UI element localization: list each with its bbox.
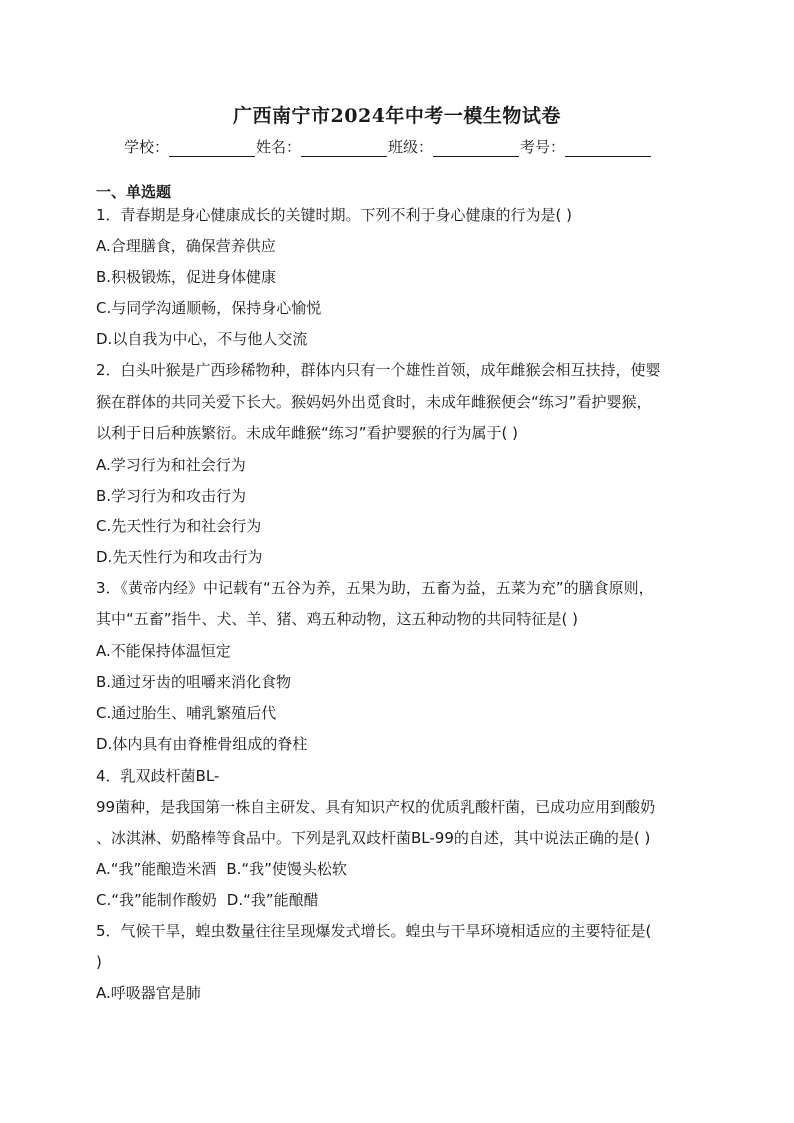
school-blank[interactable] [169, 139, 255, 157]
question-4-option-c: C.“我”能制作酸奶 [96, 891, 217, 909]
question-4-options-row-1 [96, 859, 347, 879]
question-4-line-2: 99菌种，是我国第一株自主研发、具有知识产权的优质乳酸杆菌，已成功应用到酸奶 [96, 798, 656, 816]
question-2-option-a: A.学习行为和社会行为 [96, 456, 246, 474]
name-blank[interactable] [301, 139, 387, 157]
question-5-line-2: ) [96, 953, 102, 971]
question-3-option-a: A.不能保持体温恒定 [96, 642, 231, 660]
question-5-option-a: A.呼吸器官是肺 [96, 984, 201, 1002]
school-label: 学校： [124, 138, 170, 156]
question-1-line-1: 1．青春期是身心健康成长的关键时期。下列不利于身心健康的行为是( ) [96, 206, 573, 224]
page-title: 广西南宁市2024年中考一模生物试卷 [233, 105, 561, 127]
class-blank[interactable] [433, 139, 519, 157]
question-4-option-b: B.“我”使馒头松软 [226, 860, 347, 878]
question-4-line-1: 4．乳双歧杆菌BL- [96, 767, 220, 785]
question-1-option-d: D.以自我为中心，不与他人交流 [96, 330, 308, 348]
question-3-line-2: 其中“五畜”指牛、犬、羊、猪、鸡五种动物，这五种动物的共同特征是( ) [96, 610, 579, 628]
question-2-line-1: 2．白头叶猴是广西珍稀物种，群体内只有一个雄性首领，成年雌猴会相互扶持，使婴 [96, 361, 661, 379]
question-3-option-c: C.通过胎生、哺乳繁殖后代 [96, 704, 277, 722]
question-3-option-b: B.通过牙齿的咀嚼来消化食物 [96, 673, 292, 691]
question-1-option-c: C.与同学沟通顺畅，保持身心愉悦 [96, 299, 322, 317]
question-2-line-2: 猴在群体的共同关爱下长大。猴妈妈外出觅食时，未成年雌猴便会“练习”看护婴猴， [96, 393, 652, 411]
question-2-option-b: B.学习行为和攻击行为 [96, 487, 247, 505]
question-3-line-1: 3．《黄帝内经》中记载有“五谷为养，五果为助，五畜为益，五菜为充”的膳食原则， [96, 579, 654, 597]
exam-no-label: 考号： [520, 138, 566, 156]
student-info-row [124, 136, 684, 157]
question-4-options-row-2 [96, 890, 319, 910]
question-2-line-3: 以利于日后种族繁衍。未成年雌猴“练习”看护婴猴的行为属于( ) [96, 424, 519, 442]
class-label: 班级： [388, 138, 434, 156]
name-label: 姓名： [256, 138, 302, 156]
question-4-option-a: A.“我”能酿造米酒 [96, 860, 217, 878]
question-4-line-3: 、冰淇淋、奶酪棒等食品中。下列是乳双歧杆菌BL-99的自述，其中说法正确的是( ) [96, 829, 651, 847]
question-1-option-b: B.积极锻炼，促进身体健康 [96, 268, 277, 286]
question-5-line-1: 5．气候干旱，蝗虫数量往往呈现爆发式增长。蝗虫与干旱环境相适应的主要特征是( [96, 922, 652, 940]
question-3-option-d: D.体内具有由脊椎骨组成的脊柱 [96, 735, 308, 753]
question-2-option-c: C.先天性行为和社会行为 [96, 517, 262, 535]
question-2-option-d: D.先天性行为和攻击行为 [96, 548, 263, 566]
question-4-option-d: D.“我”能酿醋 [226, 891, 319, 909]
section-heading: 一、单选题 [96, 183, 172, 201]
exam-no-blank[interactable] [565, 139, 651, 157]
question-1-option-a: A.合理膳食，确保营养供应 [96, 237, 276, 255]
